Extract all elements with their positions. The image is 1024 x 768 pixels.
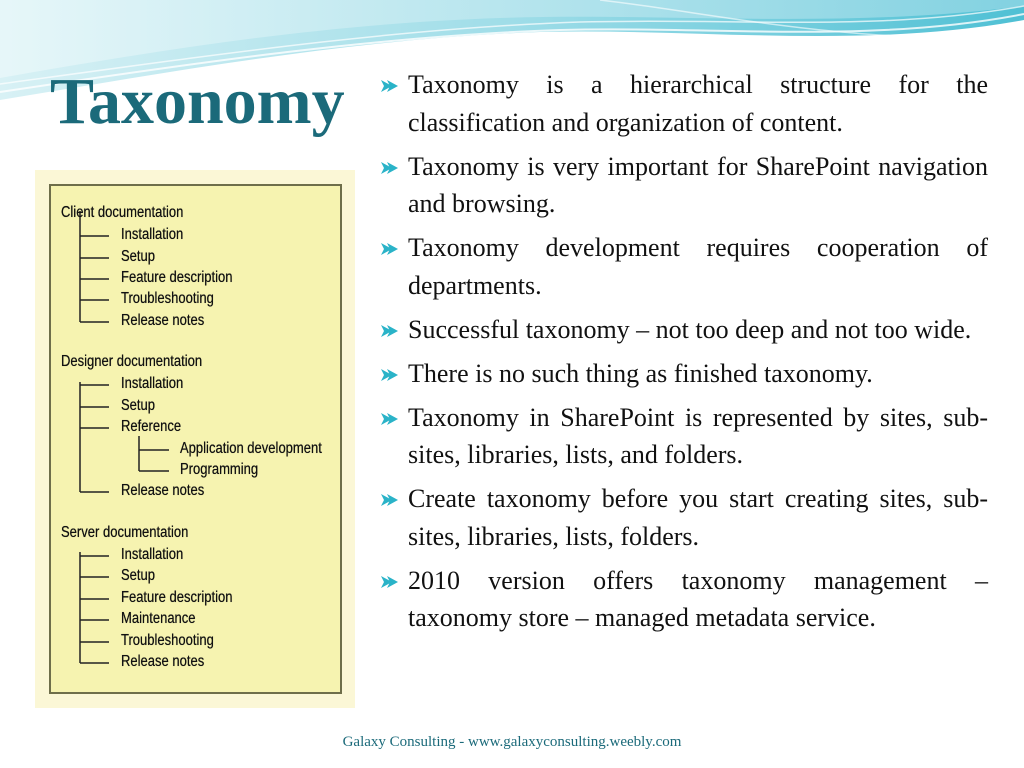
- tree-item: Reference: [121, 418, 182, 435]
- slide-title: Taxonomy: [50, 65, 345, 138]
- tree-subitem: Programming: [180, 461, 259, 478]
- slide-footer: Galaxy Consulting - www.galaxyconsulting.weebly.com: [342, 734, 682, 750]
- tree-group-server: Server documentation: [61, 524, 189, 541]
- tree-item: Maintenance: [121, 610, 196, 627]
- arrow-bullet-icon: [380, 324, 400, 338]
- bullet-text: 2010 version offers taxonomy management – taxonomy store – managed metadata service.: [408, 565, 988, 632]
- tree-item: Setup: [121, 248, 156, 265]
- arrow-bullet-icon: [380, 368, 400, 382]
- bullet-item: [380, 229, 988, 304]
- bullet-item: [380, 355, 988, 393]
- arrow-bullet-icon: [380, 242, 400, 256]
- tree-item: Setup: [121, 567, 156, 584]
- tree-item: Release notes: [121, 653, 205, 670]
- tree-item: Troubleshooting: [121, 290, 214, 307]
- bullet-item: [380, 480, 988, 555]
- bullet-item: [380, 148, 988, 223]
- arrow-bullet-icon: [380, 412, 400, 426]
- bullet-item: [380, 311, 988, 349]
- bullet-item: [380, 399, 988, 474]
- tree-item: Installation: [121, 546, 184, 563]
- tree-group-designer: Designer documentation: [61, 353, 203, 370]
- bullet-text: Successful taxonomy – not too deep and not too wide.: [408, 314, 972, 344]
- bullet-list: [380, 66, 988, 643]
- bullet-text: There is no such thing as finished taxonomy.: [408, 358, 873, 388]
- tree-item: Feature description: [121, 589, 233, 606]
- tree-item: Setup: [121, 397, 156, 414]
- bullet-text: Taxonomy development requires cooperation of departments.: [408, 233, 988, 300]
- tree-item: Release notes: [121, 312, 205, 329]
- bullet-item: [380, 66, 988, 141]
- taxonomy-tree: [49, 184, 342, 694]
- tree-item: Installation: [121, 226, 184, 243]
- bullet-text: Taxonomy is very important for SharePoint navigation and browsing.: [408, 151, 988, 218]
- bullet-text: Taxonomy in SharePoint is represented by sites, sub-sites, libraries, lists, and folders.: [408, 402, 988, 469]
- bullet-text: Taxonomy is a hierarchical structure for the classification and organization of content.: [408, 70, 988, 137]
- arrow-bullet-icon: [380, 575, 400, 589]
- tree-item: Release notes: [121, 482, 205, 499]
- tree-item: Feature description: [121, 269, 233, 286]
- bullet-item: [380, 562, 988, 637]
- tree-item: Troubleshooting: [121, 632, 214, 649]
- tree-subitem: Application development: [180, 440, 322, 457]
- bullet-text: Create taxonomy before you start creating sites, sub-sites, libraries, lists, folders.: [408, 484, 988, 551]
- arrow-bullet-icon: [380, 493, 400, 507]
- tree-group-client: Client documentation: [61, 204, 184, 221]
- tree-item: Installation: [121, 375, 184, 392]
- taxonomy-tree-panel: [35, 170, 355, 708]
- arrow-bullet-icon: [380, 79, 400, 93]
- arrow-bullet-icon: [380, 161, 400, 175]
